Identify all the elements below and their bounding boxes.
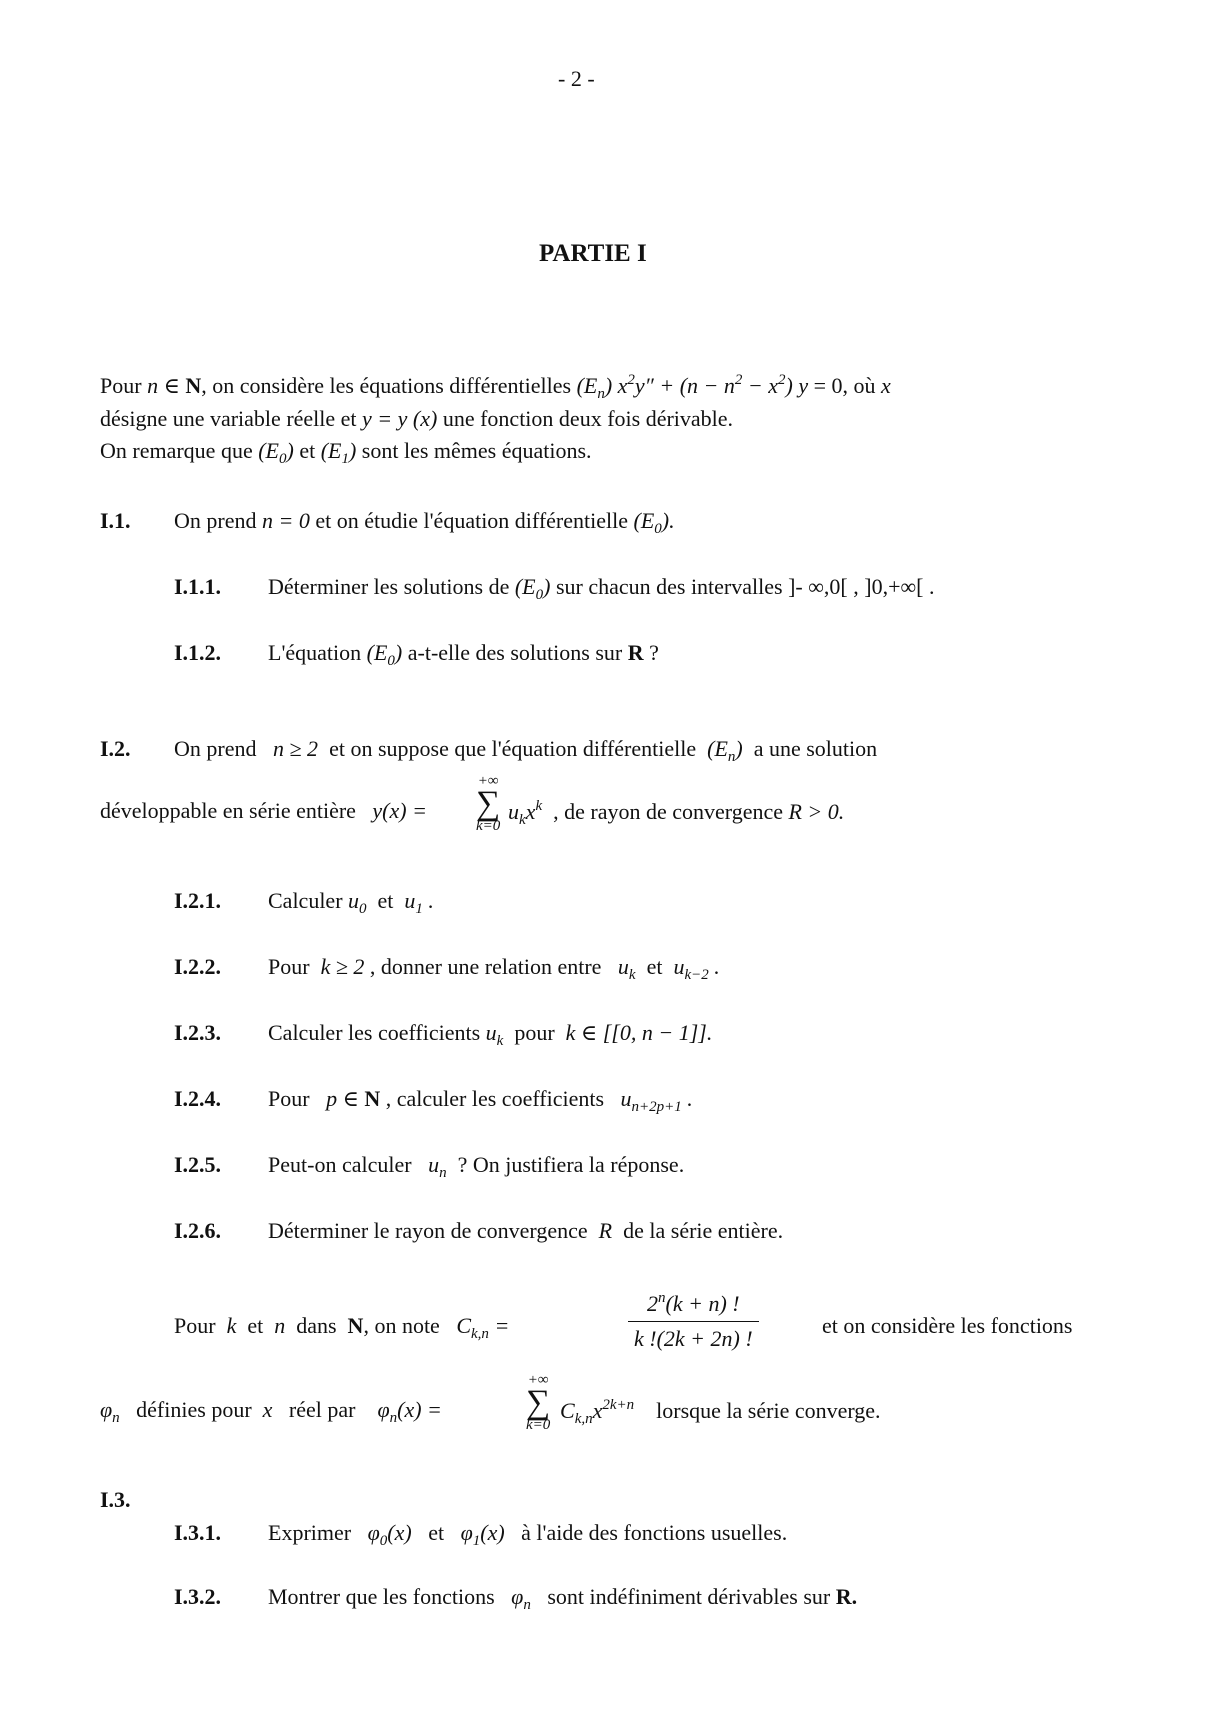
page-number: - 2 - xyxy=(558,66,595,91)
q12-text: L'équation $(E_0)$ a-t-elle des solutions sur R ? xyxy=(268,640,659,669)
q23-label: I.2.3. xyxy=(174,1020,222,1045)
c-fraction: $\frac{2^n(k + n) !}{k !(2k + 2n) !}$ xyxy=(628,1290,759,1352)
q25-label: I.2.5. xyxy=(174,1152,222,1177)
q2-line2: développable en série entière y(x) = xyxy=(100,798,427,823)
q11-intervals: ]- ∞,0[ , ]0,+∞[ . xyxy=(788,574,935,599)
q24-text: Pour p ∈ N , calculer les coefficients $u_{n+2p+1}$ . xyxy=(268,1086,693,1115)
q25-text: Peut-on calculer $u_n$ ? On justifiera la réponse. xyxy=(268,1152,685,1181)
def-line1-left: Pour k et n dans N, on note $C_{k,n}$ = xyxy=(174,1313,510,1342)
q2-label: I.2. xyxy=(100,736,131,761)
q1-text: On prend n = 0 et on étudie l'équation différentielle $(E_0)$. xyxy=(174,508,675,537)
q32-label: I.3.2. xyxy=(174,1584,222,1609)
def-line2-left: $\varphi_n$ définies pour x réel par $\varphi_n(x)$ = xyxy=(100,1397,442,1426)
sum-y: +∞ ∑ k=0 xyxy=(476,773,501,834)
q21-label: I.2.1. xyxy=(174,888,222,913)
q21-text: Calculer $u_0$ et $u_1$ . xyxy=(268,888,434,917)
q31-label: I.3.1. xyxy=(174,1520,222,1545)
q31-text: Exprimer $\varphi_0(x)$ et $\varphi_1(x)$ à l'aide des fonctions usuelles. xyxy=(268,1520,788,1549)
intro-line-3: On remarque que $(E_0)$ et $(E_1)$ sont les mêmes équations. xyxy=(100,438,592,467)
def-line1-right: et on considère les fonctions xyxy=(822,1313,1073,1338)
q1-label: I.1. xyxy=(100,508,131,533)
q3-label: I.3. xyxy=(100,1487,131,1512)
def-line2-right: $C_{k,n}x^{2k+n}$ lorsque la série converge. xyxy=(560,1397,881,1427)
q26-text: Déterminer le rayon de convergence R de la série entière. xyxy=(268,1218,784,1243)
q12-label: I.1.2. xyxy=(174,640,222,665)
part-title: PARTIE I xyxy=(539,240,647,267)
q22-label: I.2.2. xyxy=(174,954,222,979)
sum-phi: +∞ ∑ k=0 xyxy=(526,1372,551,1433)
q26-label: I.2.6. xyxy=(174,1218,222,1243)
intro-line-2: désigne une variable réelle et y = y (x) une fonction deux fois dérivable. xyxy=(100,406,734,431)
q2-text: On prend n ≥ 2 et on suppose que l'équation différentielle $(E_n)$ a une solution xyxy=(174,736,878,765)
q2-line2-rest: $u_kx^k$ , de rayon de convergence R > 0. xyxy=(508,798,845,828)
q23-text: Calculer les coefficients $u_k$ pour k ∈ [[0, n − 1]]. xyxy=(268,1020,713,1049)
q11-label: I.1.1. xyxy=(174,574,222,599)
intro-line-1: Pour n ∈ N, on considère les équations différentielles $(E_n) x^2y'' + (n - n^2 - x^2) y = 0$, où x xyxy=(100,372,891,402)
q22-text: Pour k ≥ 2 , donner une relation entre $u_k$ et $u_{k-2}$ . xyxy=(268,954,720,983)
q11-text: Déterminer les solutions de $(E_0)$ sur chacun des intervalles ]- ∞,0[ , ]0,+∞[ . xyxy=(268,574,935,603)
q32-text: Montrer que les fonctions $\varphi_n$ sont indéfiniment dérivables sur R. xyxy=(268,1584,858,1613)
q24-label: I.2.4. xyxy=(174,1086,222,1111)
